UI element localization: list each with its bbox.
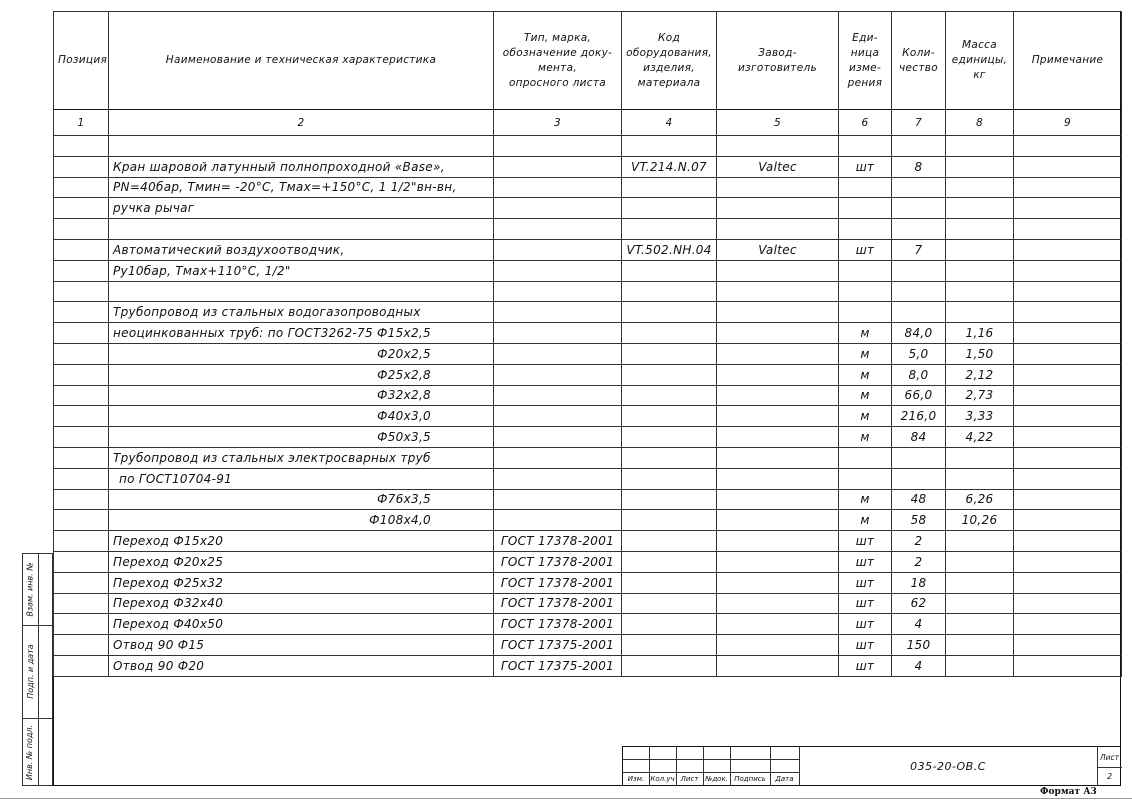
cell-note — [1014, 427, 1122, 448]
table-row — [54, 260, 1122, 281]
table-row — [54, 281, 1122, 302]
column-header: Еди- ница изме- рения — [839, 12, 892, 110]
cell-pos — [54, 510, 109, 531]
cell-note — [1014, 655, 1122, 676]
cell-maker: Valtec — [717, 156, 839, 177]
cell-code — [622, 551, 717, 572]
stamp-label-qty: Кол.уч — [650, 775, 675, 783]
cell-mass — [946, 531, 1014, 552]
cell-unit — [839, 468, 892, 489]
cell-name: неоцинкованных труб: по ГОСТ3262-75 Ф15х2,5 — [109, 323, 494, 344]
stamp-label-rev: Изм. — [627, 775, 645, 783]
cell-code — [622, 281, 717, 302]
cell-name: Переход Ф32х40 — [109, 593, 494, 614]
cell-pos — [54, 427, 109, 448]
cell-qty — [892, 281, 946, 302]
cell-mass: 2,73 — [946, 385, 1014, 406]
cell-pos — [54, 406, 109, 427]
cell-unit: шт — [839, 614, 892, 635]
cell-unit — [839, 447, 892, 468]
stamp-label-signature: Подпись — [734, 775, 766, 783]
cell-unit: м — [839, 427, 892, 448]
table-row — [54, 343, 1122, 364]
cell-pos — [54, 323, 109, 344]
cell-mass: 1,50 — [946, 343, 1014, 364]
document-code: 035-20-ОВ.С — [910, 759, 986, 773]
cell-mass — [946, 260, 1014, 281]
cell-name: Отвод 90 Ф20 — [109, 655, 494, 676]
column-number: 5 — [717, 110, 839, 136]
cell-code — [622, 468, 717, 489]
cell-pos — [54, 343, 109, 364]
cell-qty — [892, 136, 946, 157]
cell-note — [1014, 593, 1122, 614]
table-row — [54, 302, 1122, 323]
replaces-inv-label: Взам. инв. № — [25, 561, 35, 617]
cell-name: Автоматический воздухоотводчик, — [109, 239, 494, 260]
cell-pos — [54, 572, 109, 593]
cell-maker — [717, 614, 839, 635]
cell-unit: м — [839, 489, 892, 510]
cell-note — [1014, 343, 1122, 364]
table-row — [54, 364, 1122, 385]
cell-name: Ф40х3,0 — [109, 406, 494, 427]
cell-note — [1014, 635, 1122, 656]
cell-pos — [54, 489, 109, 510]
cell-mass: 6,26 — [946, 489, 1014, 510]
cell-type — [494, 364, 622, 385]
cell-unit: шт — [839, 551, 892, 572]
cell-type — [494, 489, 622, 510]
cell-unit: шт — [839, 635, 892, 656]
table-row — [54, 572, 1122, 593]
cell-mass — [946, 219, 1014, 240]
cell-unit: шт — [839, 655, 892, 676]
cell-pos — [54, 531, 109, 552]
cell-name — [109, 219, 494, 240]
cell-maker — [717, 635, 839, 656]
cell-mass — [946, 593, 1014, 614]
cell-type: ГОСТ 17378-2001 — [494, 572, 622, 593]
table-row — [54, 156, 1122, 177]
cell-name: Ру10бар, Тмах+110°C, 1/2" — [109, 260, 494, 281]
cell-maker — [717, 593, 839, 614]
cell-pos — [54, 281, 109, 302]
cell-maker — [717, 427, 839, 448]
cell-note — [1014, 302, 1122, 323]
table-row — [54, 510, 1122, 531]
cell-note — [1014, 510, 1122, 531]
cell-unit — [839, 177, 892, 198]
cell-unit — [839, 302, 892, 323]
cell-mass — [946, 136, 1014, 157]
cell-qty — [892, 260, 946, 281]
column-number: 2 — [109, 110, 494, 136]
cell-mass: 2,12 — [946, 364, 1014, 385]
cell-type — [494, 136, 622, 157]
cell-code — [622, 177, 717, 198]
cell-unit: шт — [839, 239, 892, 260]
table-body — [54, 12, 1122, 677]
cell-type — [494, 323, 622, 344]
cell-qty: 18 — [892, 572, 946, 593]
cell-type — [494, 239, 622, 260]
cell-mass — [946, 177, 1014, 198]
table-row — [54, 239, 1122, 260]
cell-code — [622, 655, 717, 676]
cell-mass — [946, 281, 1014, 302]
table-row — [54, 531, 1122, 552]
cell-note — [1014, 468, 1122, 489]
cell-type — [494, 281, 622, 302]
cell-mass — [946, 447, 1014, 468]
cell-pos — [54, 551, 109, 572]
cell-mass: 4,22 — [946, 427, 1014, 448]
cell-note — [1014, 572, 1122, 593]
cell-maker — [717, 572, 839, 593]
stamp-label-sheet: Лист — [680, 775, 699, 783]
sheet-label: Лист — [1099, 753, 1119, 762]
cell-name: Переход Ф40х50 — [109, 614, 494, 635]
cell-type — [494, 156, 622, 177]
table-row — [54, 219, 1122, 240]
cell-pos — [54, 468, 109, 489]
cell-unit: шт — [839, 156, 892, 177]
cell-code — [622, 593, 717, 614]
cell-mass: 1,16 — [946, 323, 1014, 344]
cell-type — [494, 302, 622, 323]
cell-qty: 66,0 — [892, 385, 946, 406]
cell-name — [109, 136, 494, 157]
cell-name: ручка рычаг — [109, 198, 494, 219]
cell-code — [622, 510, 717, 531]
cell-type: ГОСТ 17378-2001 — [494, 551, 622, 572]
cell-mass — [946, 655, 1014, 676]
cell-type: ГОСТ 17375-2001 — [494, 655, 622, 676]
cell-note — [1014, 239, 1122, 260]
table-row — [54, 198, 1122, 219]
cell-type — [494, 198, 622, 219]
cell-qty: 4 — [892, 655, 946, 676]
cell-pos — [54, 593, 109, 614]
cell-qty: 150 — [892, 635, 946, 656]
column-header: Завод- изготовитель — [717, 12, 839, 110]
inv-original-label: Инв. № подл. — [25, 724, 35, 780]
cell-maker — [717, 198, 839, 219]
cell-type — [494, 260, 622, 281]
cell-unit: м — [839, 364, 892, 385]
cell-code: VT.502.NH.04 — [622, 239, 717, 260]
cell-mass — [946, 468, 1014, 489]
cell-qty: 84,0 — [892, 323, 946, 344]
table-row — [54, 385, 1122, 406]
cell-unit: м — [839, 385, 892, 406]
cell-maker — [717, 177, 839, 198]
cell-note — [1014, 260, 1122, 281]
cell-mass — [946, 614, 1014, 635]
cell-pos — [54, 219, 109, 240]
cell-pos — [54, 614, 109, 635]
cell-note — [1014, 489, 1122, 510]
cell-code — [622, 323, 717, 344]
cell-note — [1014, 281, 1122, 302]
cell-maker — [717, 343, 839, 364]
column-header: Масса единицы, кг — [946, 12, 1014, 110]
cell-mass — [946, 635, 1014, 656]
column-number: 3 — [494, 110, 622, 136]
column-number: 7 — [892, 110, 946, 136]
cell-type — [494, 177, 622, 198]
cell-pos — [54, 198, 109, 219]
cell-mass — [946, 156, 1014, 177]
column-header: Тип, марка, обозначение доку- мента, опросного листа — [494, 12, 622, 110]
cell-name: Переход Ф20х25 — [109, 551, 494, 572]
column-header: Наименование и техническая характеристика — [109, 12, 494, 110]
cell-pos — [54, 302, 109, 323]
cell-qty: 2 — [892, 551, 946, 572]
cell-pos — [54, 655, 109, 676]
cell-code — [622, 427, 717, 448]
column-header: Позиция — [54, 12, 109, 110]
cell-name: по ГОСТ10704-91 — [109, 468, 494, 489]
cell-unit — [839, 136, 892, 157]
cell-qty — [892, 468, 946, 489]
table-row — [54, 655, 1122, 676]
cell-maker — [717, 364, 839, 385]
cell-unit: м — [839, 343, 892, 364]
cell-code: VT.214.N.07 — [622, 156, 717, 177]
cell-code — [622, 385, 717, 406]
cell-pos — [54, 364, 109, 385]
binding-strip-blank — [39, 553, 53, 786]
cell-pos — [54, 177, 109, 198]
cell-type — [494, 468, 622, 489]
cell-pos — [54, 635, 109, 656]
cell-code — [622, 447, 717, 468]
cell-note — [1014, 447, 1122, 468]
cell-qty: 48 — [892, 489, 946, 510]
page-edge-line — [0, 798, 1132, 799]
cell-note — [1014, 385, 1122, 406]
cell-note — [1014, 156, 1122, 177]
cell-unit: шт — [839, 593, 892, 614]
cell-type — [494, 406, 622, 427]
column-header: Примечание — [1014, 12, 1122, 110]
cell-type: ГОСТ 17378-2001 — [494, 593, 622, 614]
table-row — [54, 635, 1122, 656]
column-header: Коли- чество — [892, 12, 946, 110]
table-row — [54, 406, 1122, 427]
header-row — [54, 12, 1122, 110]
stamp-label-date: Дата — [775, 775, 794, 783]
cell-code — [622, 343, 717, 364]
cell-code — [622, 635, 717, 656]
table-row — [54, 136, 1122, 157]
cell-maker — [717, 489, 839, 510]
cell-mass: 10,26 — [946, 510, 1014, 531]
cell-qty: 62 — [892, 593, 946, 614]
cell-name: Кран шаровой латунный полнопроходной «Base», — [109, 156, 494, 177]
cell-unit — [839, 198, 892, 219]
cell-qty: 8,0 — [892, 364, 946, 385]
cell-type — [494, 385, 622, 406]
cell-name: Отвод 90 Ф15 — [109, 635, 494, 656]
cell-maker — [717, 323, 839, 344]
cell-name: Переход Ф25х32 — [109, 572, 494, 593]
sheet-number: 2 — [1106, 772, 1113, 781]
cell-code — [622, 260, 717, 281]
cell-qty — [892, 447, 946, 468]
cell-mass — [946, 302, 1014, 323]
cell-maker — [717, 260, 839, 281]
cell-mass — [946, 572, 1014, 593]
cell-name — [109, 281, 494, 302]
cell-maker — [717, 655, 839, 676]
table-row — [54, 593, 1122, 614]
cell-qty: 5,0 — [892, 343, 946, 364]
sign-date-label: Подп. и дата — [25, 644, 35, 699]
cell-note — [1014, 177, 1122, 198]
cell-name: Ф25х2,8 — [109, 364, 494, 385]
cell-code — [622, 531, 717, 552]
cell-note — [1014, 136, 1122, 157]
cell-unit — [839, 281, 892, 302]
cell-pos — [54, 260, 109, 281]
table-row — [54, 427, 1122, 448]
cell-qty: 8 — [892, 156, 946, 177]
column-number: 4 — [622, 110, 717, 136]
cell-note — [1014, 198, 1122, 219]
cell-note — [1014, 219, 1122, 240]
cell-type — [494, 447, 622, 468]
table-row — [54, 551, 1122, 572]
cell-pos — [54, 385, 109, 406]
cell-type: ГОСТ 17375-2001 — [494, 635, 622, 656]
cell-note — [1014, 614, 1122, 635]
table-row — [54, 177, 1122, 198]
cell-mass: 3,33 — [946, 406, 1014, 427]
cell-mass — [946, 239, 1014, 260]
cell-maker — [717, 136, 839, 157]
cell-name: Переход Ф15х20 — [109, 531, 494, 552]
column-number: 8 — [946, 110, 1014, 136]
cell-qty — [892, 198, 946, 219]
cell-code — [622, 489, 717, 510]
cell-qty: 2 — [892, 531, 946, 552]
cell-unit: м — [839, 323, 892, 344]
cell-unit — [839, 219, 892, 240]
table-row — [54, 489, 1122, 510]
cell-pos — [54, 156, 109, 177]
table-row — [54, 614, 1122, 635]
cell-note — [1014, 406, 1122, 427]
cell-name: Ф76х3,5 — [109, 489, 494, 510]
column-number: 9 — [1014, 110, 1122, 136]
cell-qty — [892, 219, 946, 240]
cell-name: Ф50х3,5 — [109, 427, 494, 448]
cell-code — [622, 364, 717, 385]
cell-pos — [54, 447, 109, 468]
cell-pos — [54, 136, 109, 157]
cell-type: ГОСТ 17378-2001 — [494, 614, 622, 635]
cell-name: PN=40бар, Tмин= -20°C, Tмах=+150°C, 1 1/2"вн-вн, — [109, 177, 494, 198]
cell-type — [494, 510, 622, 531]
cell-maker — [717, 406, 839, 427]
cell-maker — [717, 219, 839, 240]
cell-name: Ф108х4,0 — [109, 510, 494, 531]
cell-maker: Valtec — [717, 239, 839, 260]
cell-mass — [946, 551, 1014, 572]
cell-qty: 7 — [892, 239, 946, 260]
cell-maker — [717, 551, 839, 572]
cell-type — [494, 343, 622, 364]
cell-type — [494, 219, 622, 240]
cell-note — [1014, 364, 1122, 385]
format-label: Формат А3 — [1040, 787, 1097, 797]
cell-qty — [892, 302, 946, 323]
cell-code — [622, 406, 717, 427]
cell-code — [622, 614, 717, 635]
column-header: Код оборудования, изделия, материала — [622, 12, 717, 110]
specification-table — [53, 11, 1122, 677]
table-row — [54, 447, 1122, 468]
cell-mass — [946, 198, 1014, 219]
stamp-line — [1097, 767, 1122, 768]
cell-note — [1014, 323, 1122, 344]
cell-code — [622, 198, 717, 219]
cell-code — [622, 219, 717, 240]
cell-qty: 4 — [892, 614, 946, 635]
cell-name: Ф20х2,5 — [109, 343, 494, 364]
cell-maker — [717, 302, 839, 323]
cell-type: ГОСТ 17378-2001 — [494, 531, 622, 552]
column-number-row — [54, 110, 1122, 136]
cell-qty: 84 — [892, 427, 946, 448]
cell-maker — [717, 281, 839, 302]
table-row — [54, 323, 1122, 344]
cell-unit — [839, 260, 892, 281]
cell-code — [622, 302, 717, 323]
cell-qty: 216,0 — [892, 406, 946, 427]
cell-qty: 58 — [892, 510, 946, 531]
cell-pos — [54, 239, 109, 260]
column-number: 6 — [839, 110, 892, 136]
cell-note — [1014, 551, 1122, 572]
cell-unit: шт — [839, 531, 892, 552]
cell-note — [1014, 531, 1122, 552]
cell-type — [494, 427, 622, 448]
cell-maker — [717, 510, 839, 531]
cell-maker — [717, 468, 839, 489]
cell-qty — [892, 177, 946, 198]
cell-code — [622, 136, 717, 157]
table-row — [54, 468, 1122, 489]
cell-name: Трубопровод из стальных водогазопроводных — [109, 302, 494, 323]
cell-unit: м — [839, 406, 892, 427]
cell-maker — [717, 531, 839, 552]
cell-name: Ф32х2,8 — [109, 385, 494, 406]
cell-maker — [717, 447, 839, 468]
cell-maker — [717, 385, 839, 406]
column-number: 1 — [54, 110, 109, 136]
cell-unit: шт — [839, 572, 892, 593]
cell-code — [622, 572, 717, 593]
cell-unit: м — [839, 510, 892, 531]
cell-name: Трубопровод из стальных электросварных труб — [109, 447, 494, 468]
stamp-label-docno: №док. — [705, 775, 728, 783]
